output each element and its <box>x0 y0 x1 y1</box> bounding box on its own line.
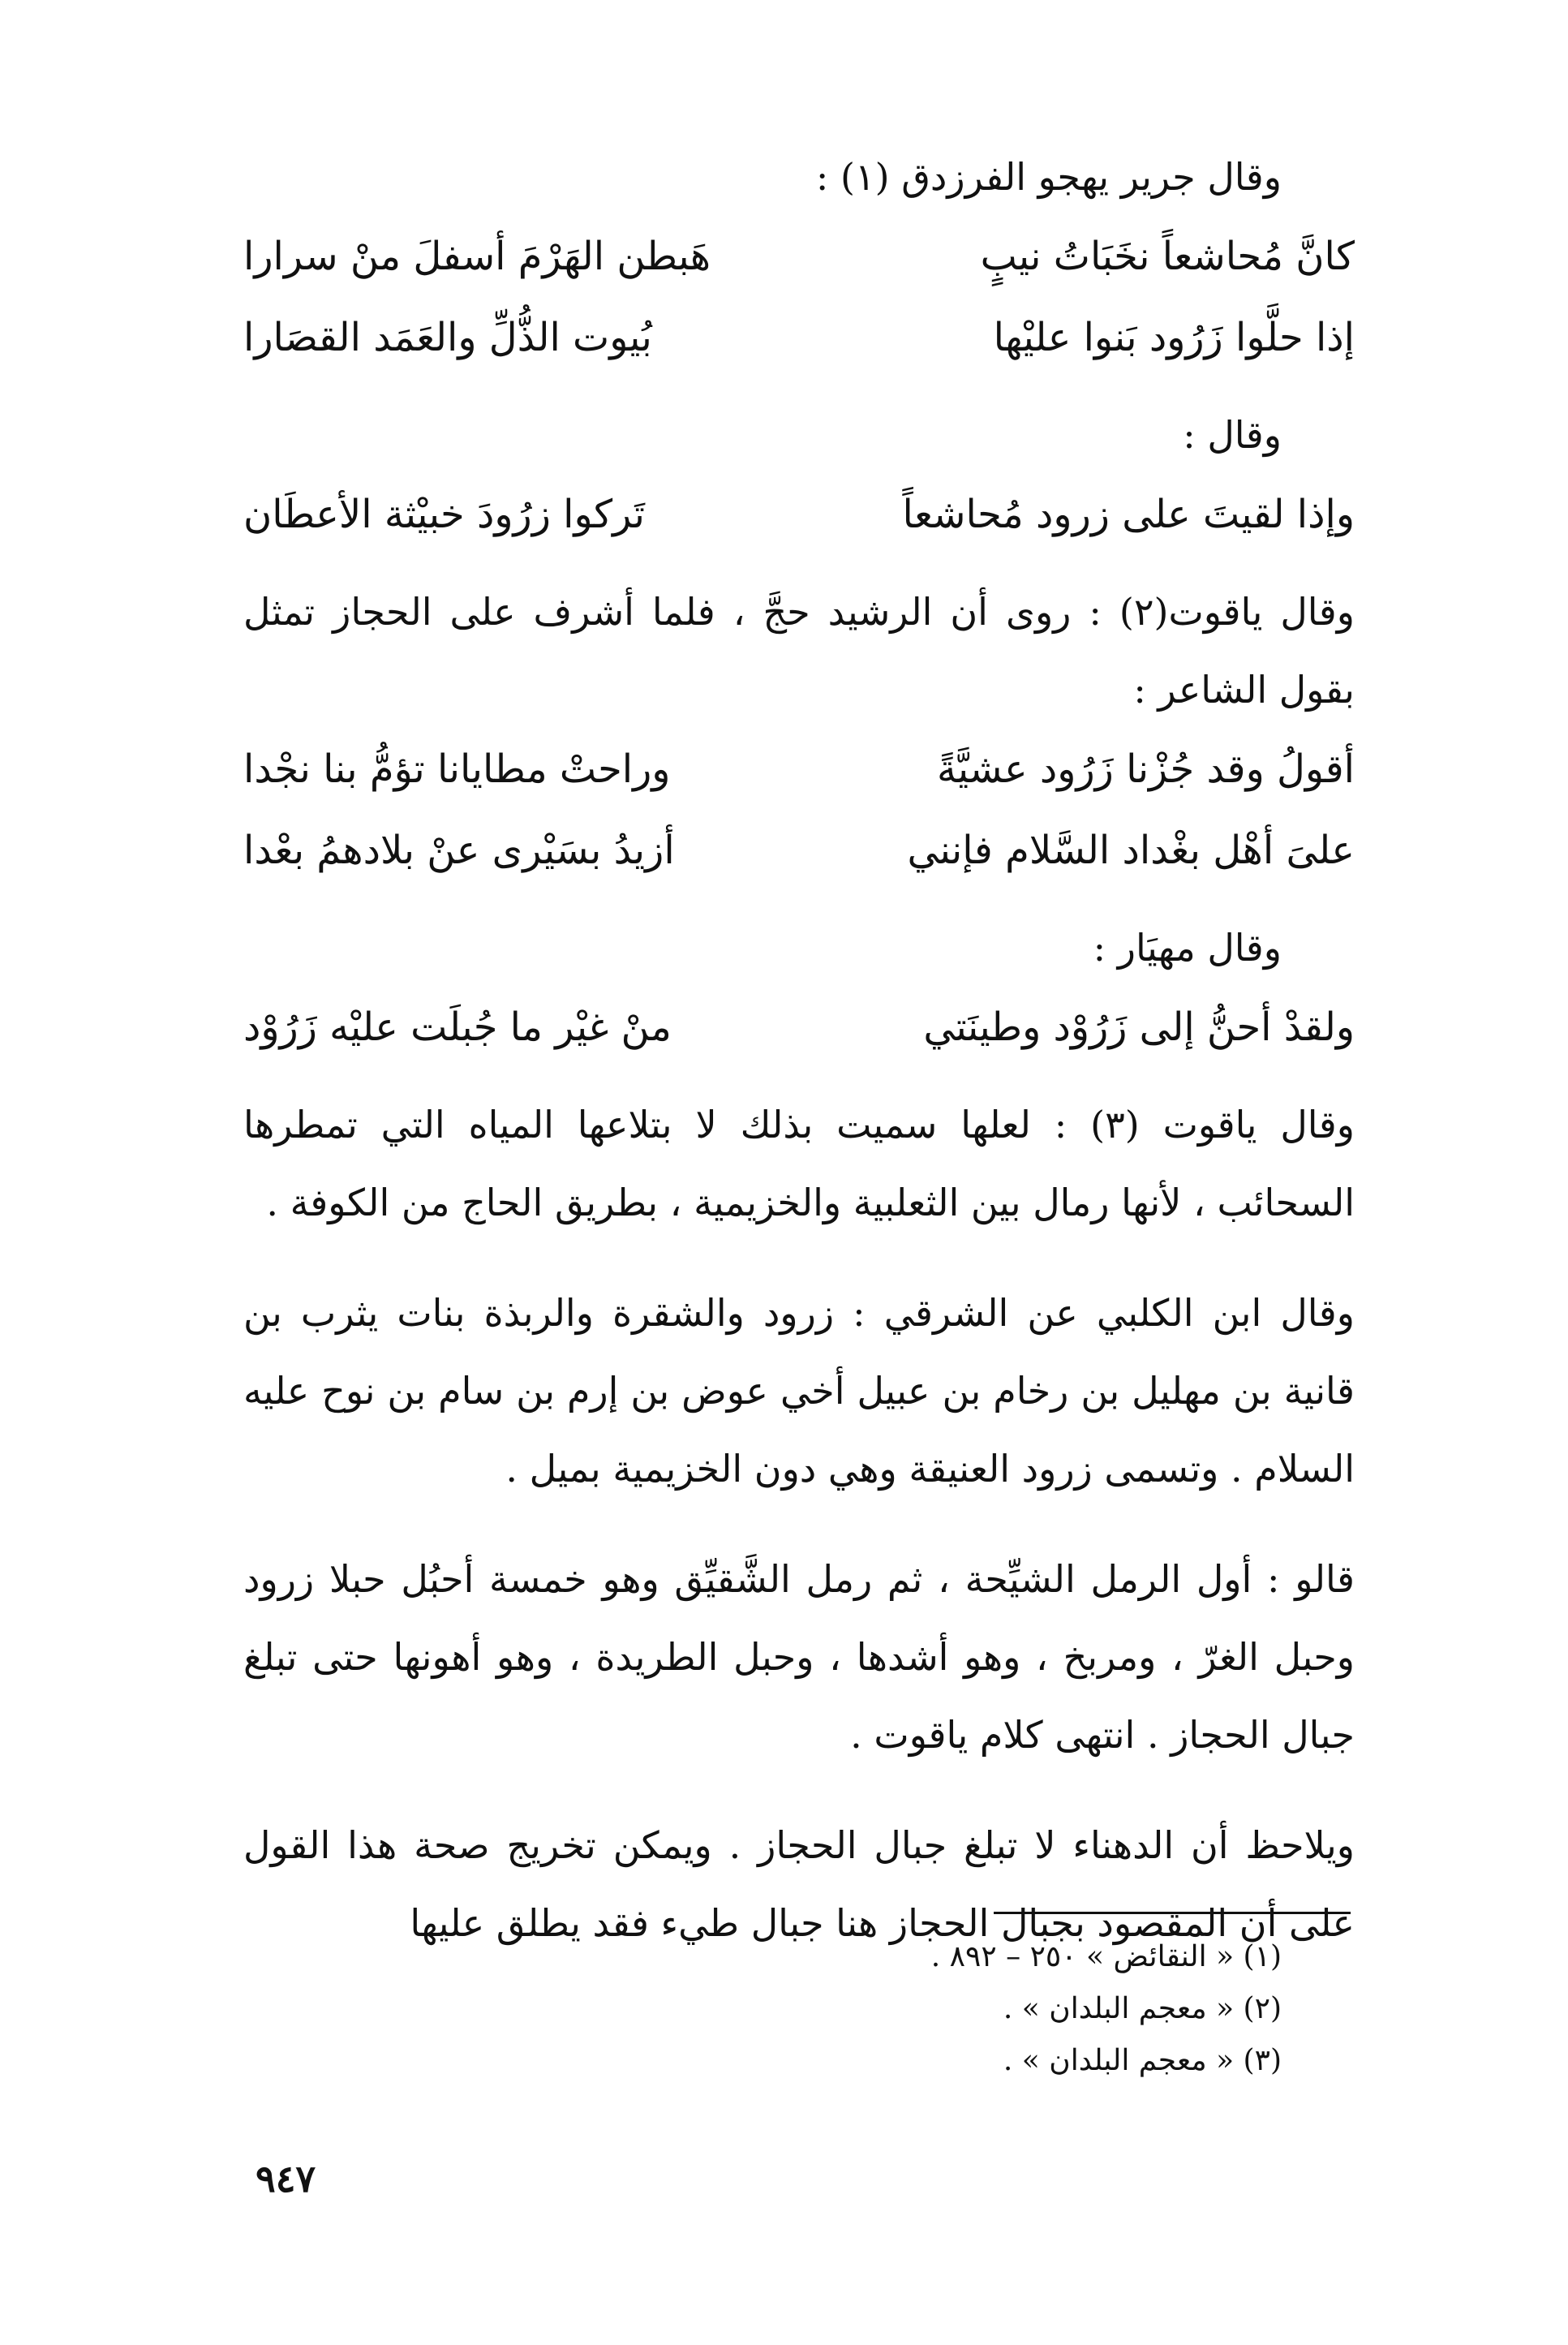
footnote-divider <box>994 1912 1351 1914</box>
intro-line: وقال جرير يهجو الفرزدق (١) : <box>815 155 1282 199</box>
verse-line <box>243 729 1355 810</box>
prose-paragraph: وقال ياقوت (٣) : لعلها سميت بذلك لا بتلاعها المياه التي تمطرها السحائب ، لأنها رمال بين الثعلبية والخزيمية ، بطريق الحاج من الكوفة . <box>243 1103 1355 1224</box>
verse-left-hemistich: أزيدُ بسَيْرى عنْ بلادهمُ بعْدا <box>243 828 675 873</box>
verse-right-hemistich: إذا حلَّوا زَرُود بَنوا عليْها <box>993 315 1355 360</box>
prose-paragraph: وقال ياقوت(٢) : روى أن الرشيد حجَّ ، فلما أشرف على الحجاز تمثل بقول الشاعر : <box>243 590 1355 712</box>
verse-left-hemistich: تَركوا زرُودَ خبيْثة الأعطَان <box>243 492 645 537</box>
intro-line: وقال : <box>1183 413 1282 457</box>
verse-line <box>243 297 1355 378</box>
verse-left-hemistich: هَبطن الهَرْمَ أسفلَ منْ سرارا <box>243 234 711 279</box>
intro-line: وقال مهيَار : <box>1093 926 1282 970</box>
verse-line <box>243 216 1355 297</box>
verse-right-hemistich: وإذا لقيتَ على زرود مُحاشعاً <box>902 492 1355 537</box>
verse-right-hemistich: أقولُ وقد جُزْنا زَرُود عشيَّةً <box>936 747 1355 792</box>
verse-line <box>243 987 1355 1068</box>
footnote: (١) « النقائض » ٢٥٠ – ٨٩٢ . <box>930 1940 1282 1973</box>
verse-line <box>243 474 1355 555</box>
verse-left-hemistich: بُيوت الذُّلِّ والعَمَد القصَارا <box>243 315 652 360</box>
prose-paragraph: قالو : أول الرمل الشيِّحة ، ثم رمل الشَّقيِّق وهو خمسة أحبُل حبلا زرود وحبل الغرّ ، ومربخ ، وهو أشدها ، وحبل الطريدة ، وهو أهونها حتى تبلغ جبال الحجاز . انتهى كلام ياقوت . <box>243 1557 1355 1757</box>
footnote: (٣) « معجم البلدان » . <box>1003 2044 1282 2077</box>
page-number: ٩٤٧ <box>256 2157 316 2201</box>
footnotes <box>852 1931 1282 2087</box>
verse-line <box>243 810 1355 891</box>
prose-paragraph: وقال ابن الكلبي عن الشرقي : زرود والشقرة والربذة بنات يثرب بن قانية بن مهليل بن رخام بن عبيل أخي عوض بن إرم بن سام بن نوح عليه السلام . وتسمى زرود العنيقة وهي دون الخزيمية بميل . <box>243 1291 1355 1491</box>
verse-right-hemistich: كانَّ مُحاشعاً نخَبَاتُ نيبٍ <box>980 234 1355 279</box>
page-body <box>243 138 1355 1962</box>
verse-right-hemistich: ولقدْ أحنُّ إلى زَرُوْد وطينَتي <box>923 1005 1355 1050</box>
verse-left-hemistich: وراحتْ مطايانا تؤمُّ بنا نجْدا <box>243 747 671 792</box>
footnote: (٢) « معجم البلدان » . <box>1003 1992 1282 2025</box>
verse-right-hemistich: علىَ أهْل بغْداد السَّلام فإنني <box>907 828 1355 873</box>
prose-paragraph: ويلاحظ أن الدهناء لا تبلغ جبال الحجاز . ويمكن تخريج صحة هذا القول على أن المقصود بجبال الحجاز هنا جبال طيء فقد يطلق عليها <box>243 1823 1355 1945</box>
verse-left-hemistich: منْ غيْر ما جُبلَت عليْه زَرُوْد <box>243 1005 672 1050</box>
